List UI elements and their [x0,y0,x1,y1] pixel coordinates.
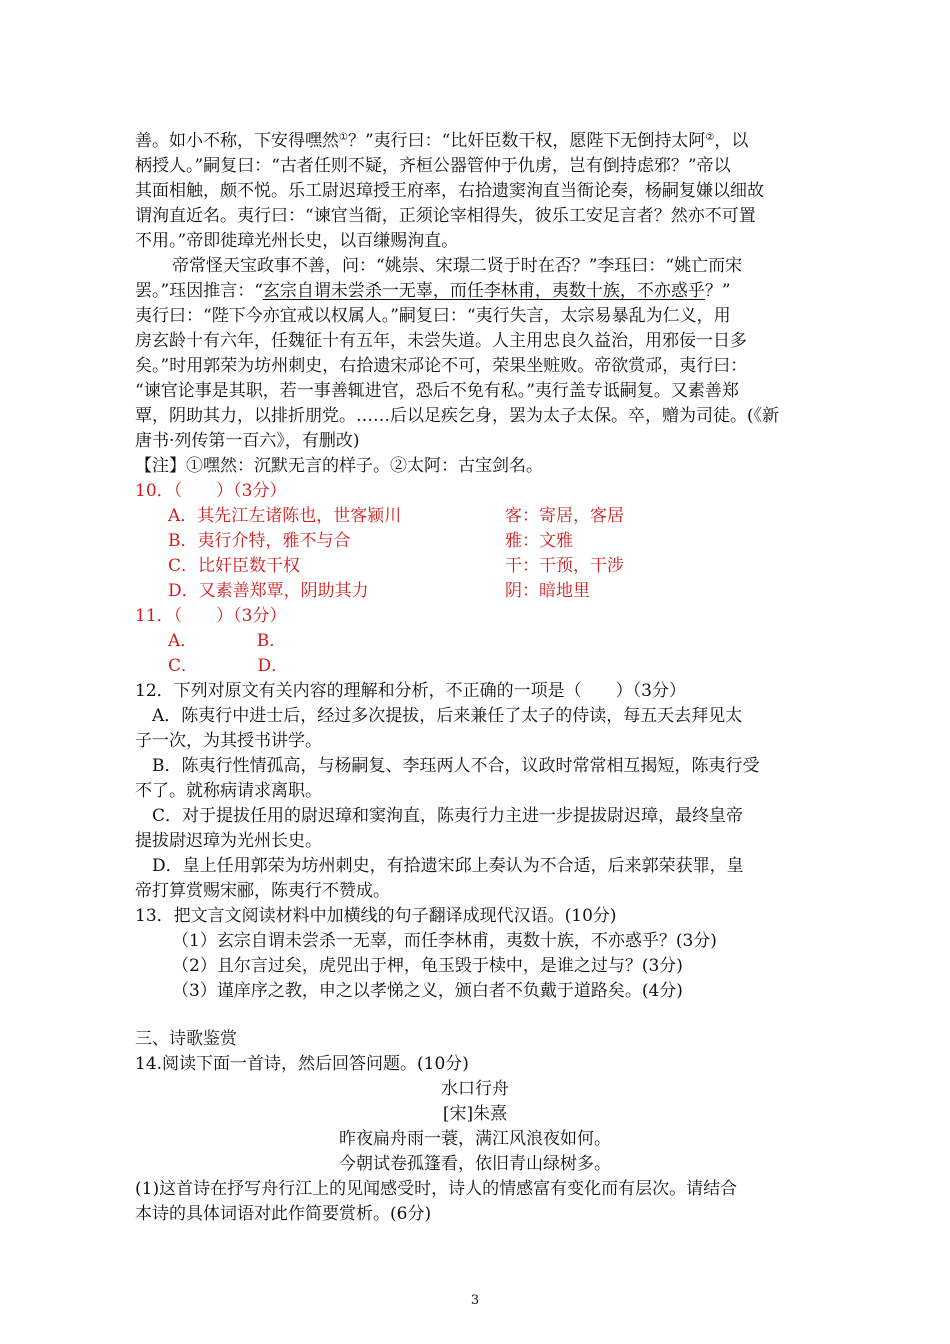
page-number: 3 [470,1293,480,1308]
poem-line: 昨夜扁舟雨一蓑，满江风浪夜如何。 [339,1129,611,1149]
passage-line: 唐书·列传第一百六》，有删改) [135,431,360,451]
q10-option-d: D．又素善郑覃，阴助其力 [168,581,369,601]
q12-option-line: 子一次，为其授书讲学。 [135,731,322,751]
question-13-stem: 13．把文言文阅读材料中加横线的句子翻译成现代汉语。(10分) [135,906,617,926]
q14-sub-question: 本诗的具体词语对此作简要赏析。(6分) [135,1204,432,1224]
passage-line: 帝常怪天宝政事不善，问：“姚崇、宋璟二贤于时在否？”李珏曰：“姚亡而宋 [172,256,743,276]
passage-line: “谏官论事是其职，若一事善辄进官，恐后不免有私。”夷行盖专诋嗣复。又素善郑 [135,381,739,401]
q12-option-line: B．陈夷行性情孤高，与杨嗣复、李珏两人不合，议政时常常相互揭短，陈夷行受 [135,756,760,776]
annotation-note: 【注】①嘿然：沉默无言的样子。②太阿：古宝剑名。 [135,456,543,476]
q10-option-b: B．夷行介特，雅不与合 [168,531,351,551]
underlined-sentence: 玄宗自谓未尝杀一无辜，而任李林甫，夷数十族，不亦惑乎 [262,281,705,301]
poem-author: [宋]朱熹 [442,1104,508,1124]
q12-option-line: 帝打算赏赐宋郦，陈夷行不赞成。 [135,881,390,901]
section-heading: 三、诗歌鉴赏 [135,1029,237,1049]
q13-item: （1）玄宗自谓未尝杀一无辜，而任李林甫，夷数十族，不亦惑乎？(3分) [172,931,717,951]
passage-line: 谓洵直近名。夷行曰：“谏官当衙，正须论宰相得失，彼乐工安足言者？然亦不可置 [135,206,756,226]
poem-line: 今朝试卷孤篷看，依旧青山绿树多。 [339,1154,611,1174]
note-mark: ② [705,132,715,143]
q12-option-line: A．陈夷行中进士后，经过多次提拔，后来兼任了太子的侍读，每五天去拜见太 [135,706,743,726]
q13-item: （3）谨庠序之教，申之以孝悌之义，颁白者不负戴于道路矣。(4分) [172,981,683,1001]
q12-option-line: C．对于提拔任用的尉迟璋和窦洵直，陈夷行力主进一步提拔尉迟璋，最终皇帝 [135,806,744,826]
poem-title: 水口行舟 [441,1079,509,1099]
passage-line: 房玄龄十有六年，任魏征十有五年，未尝失道。人主用忠良久益治，用邪佞一日多 [135,331,747,351]
q10-option-d-gloss: 阴：暗地里 [505,581,590,601]
question-12-stem: 12．下列对原文有关内容的理解和分析，不正确的一项是（ ）（3分） [135,681,686,701]
q10-option-c: C．比奸臣数干权 [168,556,301,576]
note-mark: ① [339,132,348,143]
q13-item: （2）且尔言过矣，虎兕出于柙，龟玉毁于椟中，是谁之过与？(3分) [172,956,683,976]
question-14-stem: 14.阅读下面一首诗，然后回答问题。(10分) [135,1054,469,1074]
question-10-stem: 10．（ ）（3分） [135,481,287,501]
q12-option-line: D．皇上任用郭荣为坊州刺史，有拾遗宋邱上奏认为不合适，后来郭荣获罪，皇 [135,856,744,876]
q12-option-line: 提拔尉迟璋为光州长史。 [135,831,322,851]
passage-line: 柄授人。”嗣复曰：“古者任则不疑，齐桓公器管仲于仇虏，岂有倒持虑邪？”帝以 [135,156,731,176]
q10-option-c-gloss: 干：干预，干涉 [505,556,624,576]
passage-line: 罢。”珏因推言：“玄宗自谓未尝杀一无辜，而任李林甫，夷数十族，不亦惑乎？” [135,281,731,301]
passage-line: 不用。”帝即徙璋光州长史，以百缣赐洵直。 [135,231,459,251]
q11-options-row: A． B． [168,631,287,651]
q12-option-line: 不了。就称病请求离职。 [135,781,322,801]
q11-options-row: C． D． [168,656,289,676]
question-11-stem: 11．（ ）（3分） [135,606,287,626]
passage-line: 其面相触，颇不悦。乐工尉迟璋授王府率，右拾遗窦洵直当衙论奏，杨嗣复嫌以细故 [135,181,764,201]
passage-line: 夷行曰：“陛下今亦宜戒以权属人。”嗣复曰：“夷行失言，太宗易暴乱为仁义，用 [135,306,731,326]
passage-line: 善。如小不称，下安得嘿然①？”夷行曰：“比奸臣数干权，愿陛下无倒持太阿②，以 [135,131,749,151]
passage-line: 覃，阴助其力，以排折朋党。……后以足疾乞身，罢为太子太保。卒，赠为司徒。(《新 [135,406,780,426]
q10-option-b-gloss: 雅：文雅 [505,531,573,551]
q10-option-a: A．其先江左诸陈也，世客颍川 [168,506,402,526]
passage-line: 矣。”时用郭荣为坊州刺史，右拾遗宋邧论不可，荣果坐赃败。帝欲赏邧，夷行曰： [135,356,748,376]
q14-sub-question: (1)这首诗在抒写舟行江上的见闻感受时，诗人的情感富有变化而有层次。请结合 [135,1179,738,1199]
q10-option-a-gloss: 客：寄居，客居 [505,506,624,526]
